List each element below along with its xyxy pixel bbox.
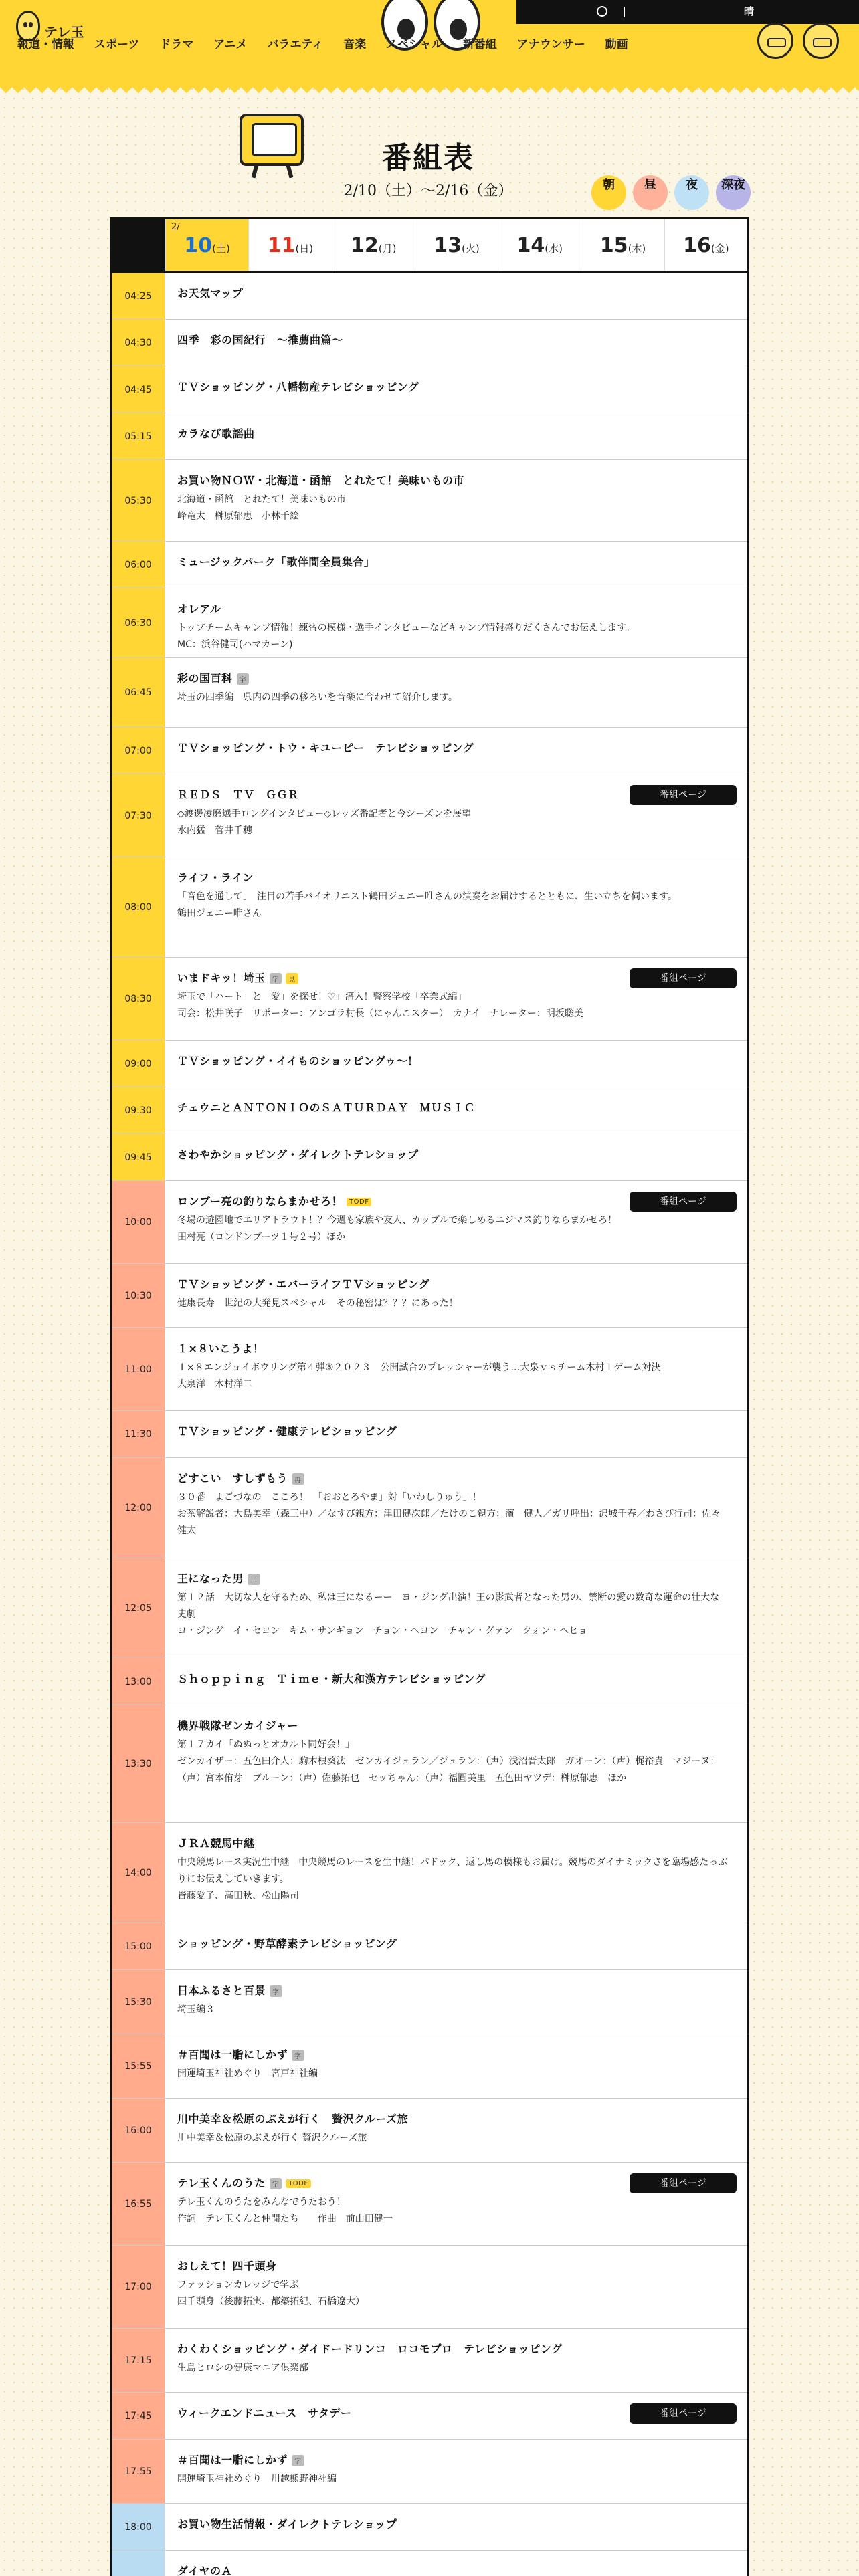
program-description-line: １×８エンジョイボウリング第４弾③２０２３ 公開試合のプレッシャーが襲う…大泉ｖｓチーム木村１ゲーム対決: [177, 1362, 661, 1373]
program-description: [177, 1295, 735, 1312]
program-cell[interactable]: [165, 2034, 747, 2098]
program-title-text[interactable]: おしえて！四千頭身: [177, 2260, 277, 2272]
program-title[interactable]: [177, 2111, 735, 2126]
program-title[interactable]: [177, 1570, 735, 1586]
program-cell[interactable]: [165, 1705, 747, 1822]
program-time: 08:00: [112, 857, 165, 957]
program-description-line: 川中美幸＆松原のぶえが行く 贅沢クルーズ旅: [177, 2133, 367, 2143]
program-description-line: 埼玉で「ハート」と「愛」を探せ！♡」潜入！警察学校「卒業式編」: [177, 992, 467, 1002]
day-number: 11: [267, 234, 296, 257]
program-time: 10:30: [112, 1264, 165, 1327]
program-title-text[interactable]: ダイヤのＡ: [177, 2565, 233, 2576]
program-time: 14:00: [112, 1823, 165, 1923]
program-cell[interactable]: [165, 1411, 747, 1457]
day-number: 13: [434, 234, 462, 257]
program-title[interactable]: [177, 2341, 735, 2356]
program-cell[interactable]: [165, 1328, 747, 1410]
program-time: 06:30: [112, 588, 165, 657]
top-info-bar: [516, 0, 859, 24]
program-description-line: 開運埼玉神社めぐり 川越熊野神社編: [177, 2474, 337, 2484]
program-description-line: 水内猛 菅井千穂: [177, 825, 252, 836]
program-title[interactable]: [177, 1053, 735, 1068]
program-badge: 字: [270, 1985, 282, 1997]
program-row[interactable]: [112, 366, 747, 413]
program-title-text[interactable]: ショッピング・野草酵素テレビショッピング: [177, 1937, 397, 1950]
day-tab[interactable]: [415, 219, 498, 271]
program-description-line: 北海道・函館 とれたて！美味いもの市: [177, 494, 346, 505]
program-description: [177, 620, 735, 653]
program-title-text[interactable]: さわやかショッピング・ダイレクトテレショップ: [177, 1148, 419, 1161]
program-time: 04:25: [112, 273, 165, 319]
program-list: [112, 273, 747, 2576]
program-cell[interactable]: [165, 2099, 747, 2162]
program-cell[interactable]: [165, 1970, 747, 2034]
clock-icon: [597, 6, 607, 17]
program-time: 12:00: [112, 1458, 165, 1558]
program-time: 07:00: [112, 728, 165, 774]
program-title[interactable]: [177, 2258, 735, 2273]
day-number: 16: [683, 234, 711, 257]
logo-text: テレ玉: [44, 24, 84, 40]
program-cell[interactable]: [165, 2393, 747, 2439]
program-title-text[interactable]: いまドキッ！埼玉: [177, 972, 266, 984]
nav-item[interactable]: スポーツ: [94, 38, 140, 51]
program-row[interactable]: [112, 1087, 747, 1134]
program-schedule: [110, 217, 749, 2576]
program-time: 09:00: [112, 1041, 165, 1087]
program-title[interactable]: [177, 1935, 735, 1951]
program-cell[interactable]: [165, 1134, 747, 1180]
program-title[interactable]: [177, 670, 735, 685]
program-cell[interactable]: [165, 1087, 747, 1134]
program-time: 11:30: [112, 1411, 165, 1457]
program-cell[interactable]: [165, 320, 747, 366]
program-title-text[interactable]: Ｓｈｏｐｐｉｎｇ Ｔｉｍｅ・新大和漢方テレビショッピング: [177, 1673, 486, 1685]
jump-evening-button[interactable]: 夜: [674, 175, 709, 210]
program-description: [177, 492, 735, 525]
program-row[interactable]: [112, 2329, 747, 2393]
program-description: [177, 889, 735, 922]
program-title-text[interactable]: １×８いこうよ！: [177, 1342, 264, 1355]
program-cell[interactable]: [165, 1041, 747, 1087]
day-tabs: [112, 219, 747, 273]
program-description: [177, 2066, 735, 2082]
program-time: 12:05: [112, 1558, 165, 1658]
nav-item[interactable]: 新番組: [462, 38, 497, 51]
program-row[interactable]: [112, 2504, 747, 2551]
program-title[interactable]: [177, 1717, 735, 1733]
program-row[interactable]: [112, 1705, 747, 1823]
program-title-text[interactable]: ＲＥＤＳ ＴＶ ＧＧＲ: [177, 788, 299, 801]
program-title[interactable]: [177, 1470, 735, 1485]
program-description-line: 鶴田ジェニー唯さん: [177, 908, 262, 919]
header-zigzag-edge: [0, 87, 859, 99]
mascot-character-icon[interactable]: [757, 23, 793, 59]
program-description-line: 皆藤愛子、高田秋、松山陽司: [177, 1891, 299, 1901]
program-title[interactable]: [177, 740, 735, 755]
program-row[interactable]: [112, 460, 747, 542]
jump-latenight-button[interactable]: 深夜: [716, 175, 751, 210]
program-badge: 字: [292, 2455, 304, 2466]
program-description-line: 「音色を通して」 注目の若手バイオリニスト鶴田ジェニー唯さんの演奏をお届けするとともに、生い立ちを伺います。: [177, 891, 677, 902]
program-description-line: 峰竜太 榊原郁恵 小林千絵: [177, 511, 299, 522]
program-cell[interactable]: [165, 366, 747, 413]
program-title[interactable]: [177, 1423, 735, 1438]
program-time: 06:00: [112, 542, 165, 588]
program-cell[interactable]: [165, 2163, 747, 2245]
program-cell[interactable]: [165, 1558, 747, 1658]
program-cell[interactable]: [165, 460, 747, 541]
page-title: 番組表: [382, 141, 474, 175]
day-tab[interactable]: [581, 219, 664, 271]
program-description: [177, 1590, 735, 1640]
program-cell[interactable]: [165, 2329, 747, 2392]
program-cell[interactable]: [165, 1264, 747, 1327]
program-row[interactable]: [112, 2393, 747, 2440]
program-row[interactable]: [112, 1558, 747, 1658]
program-row[interactable]: [112, 2163, 747, 2246]
date-range: 2/10（土）～2/16（金）: [343, 183, 513, 199]
program-row[interactable]: [112, 2099, 747, 2163]
program-title-text[interactable]: 王になった男: [177, 1572, 244, 1585]
program-title[interactable]: [177, 1835, 735, 1850]
program-cell[interactable]: [165, 2246, 747, 2328]
program-title-text[interactable]: ＴＶショッピング・イイものショッピングゥ～！: [177, 1055, 419, 1067]
program-title-text[interactable]: わくわくショッピング・ダイドードリンコ ロコモプロ テレビショッピング: [177, 2343, 563, 2355]
program-time: 07:30: [112, 774, 165, 857]
program-title-text[interactable]: どすこい すしずもう: [177, 1472, 288, 1485]
program-description-line: テレ玉くんのうたをみんなでうたおう！: [177, 2197, 346, 2208]
program-description: [177, 1360, 735, 1393]
program-cell[interactable]: [165, 413, 747, 459]
program-description-line: 作詞 テレ玉くんと仲間たち 作曲 前山田健一: [177, 2214, 393, 2224]
nav-item[interactable]: 報道・情報: [17, 38, 74, 51]
program-row[interactable]: [112, 857, 747, 958]
program-cell[interactable]: [165, 1181, 747, 1263]
program-cell[interactable]: [165, 588, 747, 657]
program-title-text[interactable]: ＴＶショッピング・健康テレビショッピング: [177, 1425, 397, 1438]
day-weekday: (火): [462, 243, 480, 255]
program-description: [177, 1737, 735, 1787]
program-description-line: ◇渡邊凌磨選手ロングインタビュー◇レッズ番記者と今シーズンを展望: [177, 809, 472, 819]
program-cell[interactable]: [165, 1658, 747, 1705]
day-weekday: (水): [545, 243, 563, 255]
day-tab[interactable]: [248, 219, 331, 271]
program-title[interactable]: [177, 1671, 735, 1686]
program-description: [177, 989, 735, 1023]
program-description-line: 司会：松井咲子 リポーター：アンゴラ村長（にゃんこスター） カナイ ナレーター：明坂聡美: [177, 1008, 583, 1019]
program-title[interactable]: [177, 379, 735, 394]
program-cell[interactable]: [165, 1923, 747, 1969]
program-row[interactable]: [112, 1970, 747, 2034]
program-cell[interactable]: [165, 774, 747, 857]
nav-item[interactable]: バラエティ: [267, 38, 324, 51]
program-description: [177, 689, 735, 706]
program-title-text[interactable]: 川中美幸＆松原のぶえが行く 贅沢クルーズ旅: [177, 2113, 409, 2125]
program-title-text[interactable]: ウィークエンドニュース サタデー: [177, 2407, 352, 2420]
program-row[interactable]: [112, 658, 747, 728]
program-time: 06:45: [112, 658, 165, 727]
program-time: 09:45: [112, 1134, 165, 1180]
program-title-text[interactable]: ミュージックパーク「歌伴間全員集合」: [177, 556, 375, 568]
program-title-text[interactable]: テレ玉くんのうた: [177, 2177, 266, 2189]
program-cell[interactable]: [165, 542, 747, 588]
program-row[interactable]: [112, 2551, 747, 2576]
mascot-character-icon-2[interactable]: [803, 23, 839, 59]
program-row[interactable]: [112, 1328, 747, 1411]
program-row[interactable]: [112, 542, 747, 588]
program-title-text[interactable]: 彩の国百科: [177, 672, 233, 685]
jump-daytime-button[interactable]: 昼: [633, 175, 668, 210]
program-title-text[interactable]: ＴＶショッピング・トウ・キユーピー テレビショッピング: [177, 742, 474, 754]
program-description-line: 中央競馬レース実況生中継 中央競馬のレースを生中継！パドック、返し馬の模様もお届け。競馬のダイナミックさを臨場感たっぷりにお伝えしていきます。: [177, 1857, 728, 1885]
program-description: [177, 2130, 735, 2147]
program-description-line: 健康長寿 世紀の大発見スペシャル その秘密は？？？にあった！: [177, 1298, 458, 1309]
program-description: [177, 2360, 735, 2377]
program-time: 04:30: [112, 320, 165, 366]
program-description-line: ３０番 よごづなの こころ！ 「おおとろやま」対「いわしりゅう」！: [177, 1492, 482, 1503]
program-page-button[interactable]: 番組ページ: [630, 2173, 737, 2193]
program-time: 05:30: [112, 460, 165, 541]
program-title-text[interactable]: ＴＶショッピング・八幡物産テレビショッピング: [177, 381, 419, 393]
program-cell[interactable]: [165, 1823, 747, 1923]
program-time: 17:45: [112, 2393, 165, 2439]
program-title[interactable]: [177, 2516, 735, 2531]
nav-item[interactable]: 音楽: [343, 38, 367, 51]
program-cell[interactable]: [165, 958, 747, 1040]
program-time: 18:00: [112, 2504, 165, 2550]
program-page-button[interactable]: 番組ページ: [630, 2403, 737, 2424]
program-time: 08:30: [112, 958, 165, 1040]
program-time: 11:00: [112, 1328, 165, 1410]
program-title-text[interactable]: ライフ・ライン: [177, 871, 254, 884]
program-title[interactable]: [177, 425, 735, 441]
program-time: [112, 2551, 165, 2576]
program-title-text[interactable]: お買い物ＮＯＷ・北海道・函館 とれたて！美味いもの市: [177, 474, 465, 487]
main-nav: [17, 35, 648, 55]
program-row[interactable]: [112, 728, 747, 774]
day-number: 12: [350, 234, 379, 257]
day-tab[interactable]: [664, 219, 747, 271]
weather-text: 晴: [744, 5, 755, 17]
day-number: 15: [599, 234, 628, 257]
program-description: [177, 806, 735, 839]
site-header: [0, 0, 859, 87]
nav-item[interactable]: アニメ: [213, 38, 248, 51]
program-title[interactable]: [177, 2046, 735, 2062]
program-time: 17:00: [112, 2246, 165, 2328]
day-tab[interactable]: [332, 219, 415, 271]
program-description-line: MC：浜谷健司(ハマカーン): [177, 639, 293, 650]
divider: [624, 7, 625, 17]
program-row[interactable]: [112, 1823, 747, 1923]
program-row[interactable]: [112, 2034, 747, 2099]
program-title-text[interactable]: ロンブー亮の釣りならまかせろ！: [177, 1195, 343, 1208]
program-time: 15:55: [112, 2034, 165, 2098]
program-description-line: 第１２話 大切な人を守るため、私は王になるーー ヨ・ジング出演！王の影武者となった男の、禁断の愛の数奇な運命の壮大な史劇: [177, 1592, 720, 1620]
program-row[interactable]: [112, 320, 747, 366]
program-title[interactable]: [177, 1276, 735, 1291]
program-row[interactable]: [112, 413, 747, 460]
program-row[interactable]: [112, 273, 747, 320]
program-title-text[interactable]: ＴＶショッピング・エバーライフＴＶショッピング: [177, 1278, 430, 1291]
program-row[interactable]: [112, 1041, 747, 1087]
program-title-text[interactable]: ＃百聞は一脂にしかず: [177, 2048, 288, 2061]
program-description-line: 大泉洋 木村洋二: [177, 1379, 252, 1390]
day-month: 2/: [171, 222, 180, 232]
program-description: [177, 2277, 735, 2311]
program-description: [177, 1854, 735, 1905]
day-weekday: (木): [628, 243, 646, 255]
program-title[interactable]: [177, 1982, 735, 1998]
program-cell[interactable]: [165, 857, 747, 957]
day-weekday: (日): [295, 243, 314, 255]
program-row[interactable]: [112, 958, 747, 1041]
program-description: [177, 1212, 735, 1246]
program-description-line: 冬場の遊園地でエリアトラウト！？今週も家族や友人、カップルで楽しめるニジマス釣りならまかせろ！: [177, 1215, 617, 1226]
program-page-button[interactable]: 番組ページ: [630, 968, 737, 988]
program-description-line: ゼンカイザー：五色田介人：駒木根葵汰 ゼンカイジュラン／ジュラン：（声）浅沼晋太郎 ガオーン：（声）梶裕貴 マジーヌ：（声）宮本侑芽 ブルーン：（声）佐藤拓也 セッちゃん：（声）福圓美里 五色田ヤツデ：榊原郁恵 ほか: [177, 1756, 720, 1784]
program-title-text[interactable]: お買い物生活情報・ダイレクトテレショップ: [177, 2518, 397, 2531]
day-number: 14: [516, 234, 545, 257]
program-time: 09:30: [112, 1087, 165, 1134]
program-row[interactable]: [112, 1923, 747, 1970]
day-weekday: (月): [378, 243, 397, 255]
program-cell[interactable]: [165, 1458, 747, 1558]
program-description-line: ヨ・ジング イ・セヨン キム・サンギョン チョン・ヘヨン チャン・グァン クォン・ヘヒョ: [177, 1626, 588, 1636]
program-row[interactable]: [112, 2246, 747, 2329]
program-description: [177, 2194, 735, 2228]
program-title[interactable]: [177, 1340, 735, 1356]
program-description-line: お茶解説者：大島美幸（森三中）／なすび親方：津田健次郎／たけのこ親方：濱 健人／ガリ呼出：沢城千春／わさび行司：佐々健太: [177, 1509, 721, 1536]
program-badge: 字: [270, 973, 282, 984]
program-time: 15:00: [112, 1923, 165, 1969]
program-description-line: 生島ヒロシの健康マニア倶楽部: [177, 2363, 308, 2373]
program-badge: 再: [292, 1473, 304, 1485]
program-description: [177, 1489, 735, 1539]
nav-item[interactable]: 動画: [605, 38, 628, 51]
program-title-text[interactable]: チェウニとＡＮＴＯＮＩＯのＳＡＴＵＲＤＡＹ ＭＵＳＩＣ: [177, 1101, 476, 1114]
program-description-line: ファッションカレッジで学ぶ: [177, 2280, 299, 2290]
program-time: 15:30: [112, 1970, 165, 2034]
program-cell[interactable]: [165, 658, 747, 727]
program-time: 16:55: [112, 2163, 165, 2245]
program-title[interactable]: [177, 2452, 735, 2467]
program-title[interactable]: [177, 869, 735, 885]
program-row[interactable]: [112, 774, 747, 857]
program-badge: 字: [292, 2050, 304, 2061]
program-cell[interactable]: [165, 2440, 747, 2503]
program-cell[interactable]: [165, 728, 747, 774]
program-title[interactable]: [177, 1146, 735, 1162]
program-time: 17:55: [112, 2440, 165, 2503]
nav-item[interactable]: ドラマ: [159, 38, 194, 51]
nav-item[interactable]: スペシャル: [386, 38, 443, 51]
program-title-text[interactable]: カラなび歌謡曲: [177, 427, 255, 440]
program-cell[interactable]: [165, 273, 747, 319]
program-badge-2: 見: [286, 973, 298, 984]
program-row[interactable]: [112, 1658, 747, 1705]
program-row[interactable]: [112, 1181, 747, 1264]
jump-morning-button[interactable]: 朝: [591, 175, 626, 210]
program-time: 17:15: [112, 2329, 165, 2392]
program-title-text[interactable]: 四季 彩の国紀行 ～推薦曲篇～: [177, 334, 343, 346]
program-time: 04:45: [112, 366, 165, 413]
program-title-text[interactable]: ＪＲＡ競馬中継: [177, 1837, 255, 1850]
program-row[interactable]: [112, 1134, 747, 1181]
program-time: 05:15: [112, 413, 165, 459]
program-time: 13:30: [112, 1705, 165, 1822]
program-page-button[interactable]: 番組ページ: [630, 1192, 737, 1212]
program-time: 10:00: [112, 1181, 165, 1263]
program-description-line: 第１７カイ「ぬぬっとオカルト同好会！」: [177, 1739, 355, 1750]
program-title[interactable]: [177, 1099, 735, 1115]
program-row[interactable]: [112, 1264, 747, 1328]
program-row[interactable]: [112, 2440, 747, 2504]
program-description: [177, 2471, 735, 2488]
program-row[interactable]: [112, 1411, 747, 1458]
program-title[interactable]: [177, 332, 735, 347]
program-title-text[interactable]: 機界戦隊ゼンカイジャー: [177, 1719, 298, 1732]
program-time: 13:00: [112, 1658, 165, 1705]
program-badge-2: TODF: [286, 2179, 310, 2188]
day-weekday: (土): [212, 243, 230, 255]
program-title[interactable]: [177, 2563, 735, 2576]
program-description-line: 開運埼玉神社めぐり 宮戸神社編: [177, 2068, 318, 2079]
program-time: 16:00: [112, 2099, 165, 2162]
day-tab[interactable]: [498, 219, 581, 271]
program-description-line: 四千頭身（後藤拓実、都築拓紀、石橋遼大）: [177, 2296, 365, 2307]
program-title-text[interactable]: ＃百聞は一脂にしかず: [177, 2454, 288, 2466]
day-weekday: (金): [710, 243, 729, 255]
program-title-text[interactable]: 日本ふるさと百景: [177, 1984, 266, 1997]
day-number: 10: [184, 234, 213, 257]
program-title-text[interactable]: お天気マップ: [177, 287, 244, 300]
program-description-line: 田村亮（ロンドンブーツ１号２号）ほか: [177, 1232, 346, 1243]
program-description: [177, 2002, 735, 2018]
nav-item[interactable]: アナウンサー: [516, 38, 585, 51]
program-row[interactable]: [112, 588, 747, 658]
program-row[interactable]: [112, 1458, 747, 1558]
program-title[interactable]: [177, 472, 735, 488]
program-title-text[interactable]: オレアル: [177, 603, 221, 615]
program-description-line: トップチームキャンプ情報！練習の模様・選手インタビューなどキャンプ情報盛りだくさんでお伝えします。: [177, 623, 635, 633]
program-description-line: 埼玉の四季編 県内の四季の移ろいを音楽に合わせて紹介します。: [177, 692, 458, 703]
program-cell[interactable]: [165, 2551, 747, 2576]
program-page-button[interactable]: 番組ページ: [630, 785, 737, 805]
program-description-line: 埼玉編３: [177, 2004, 215, 2015]
program-title[interactable]: [177, 285, 735, 300]
day-tabs-corner: [112, 219, 165, 271]
program-title[interactable]: [177, 554, 735, 569]
program-cell[interactable]: [165, 2504, 747, 2550]
program-badge: 二: [248, 1574, 260, 1585]
day-tab[interactable]: [165, 219, 248, 271]
program-badge: 字: [270, 2178, 282, 2189]
program-title[interactable]: [177, 601, 735, 616]
program-badge: TODF: [347, 1198, 371, 1206]
program-badge: 字: [237, 673, 250, 685]
